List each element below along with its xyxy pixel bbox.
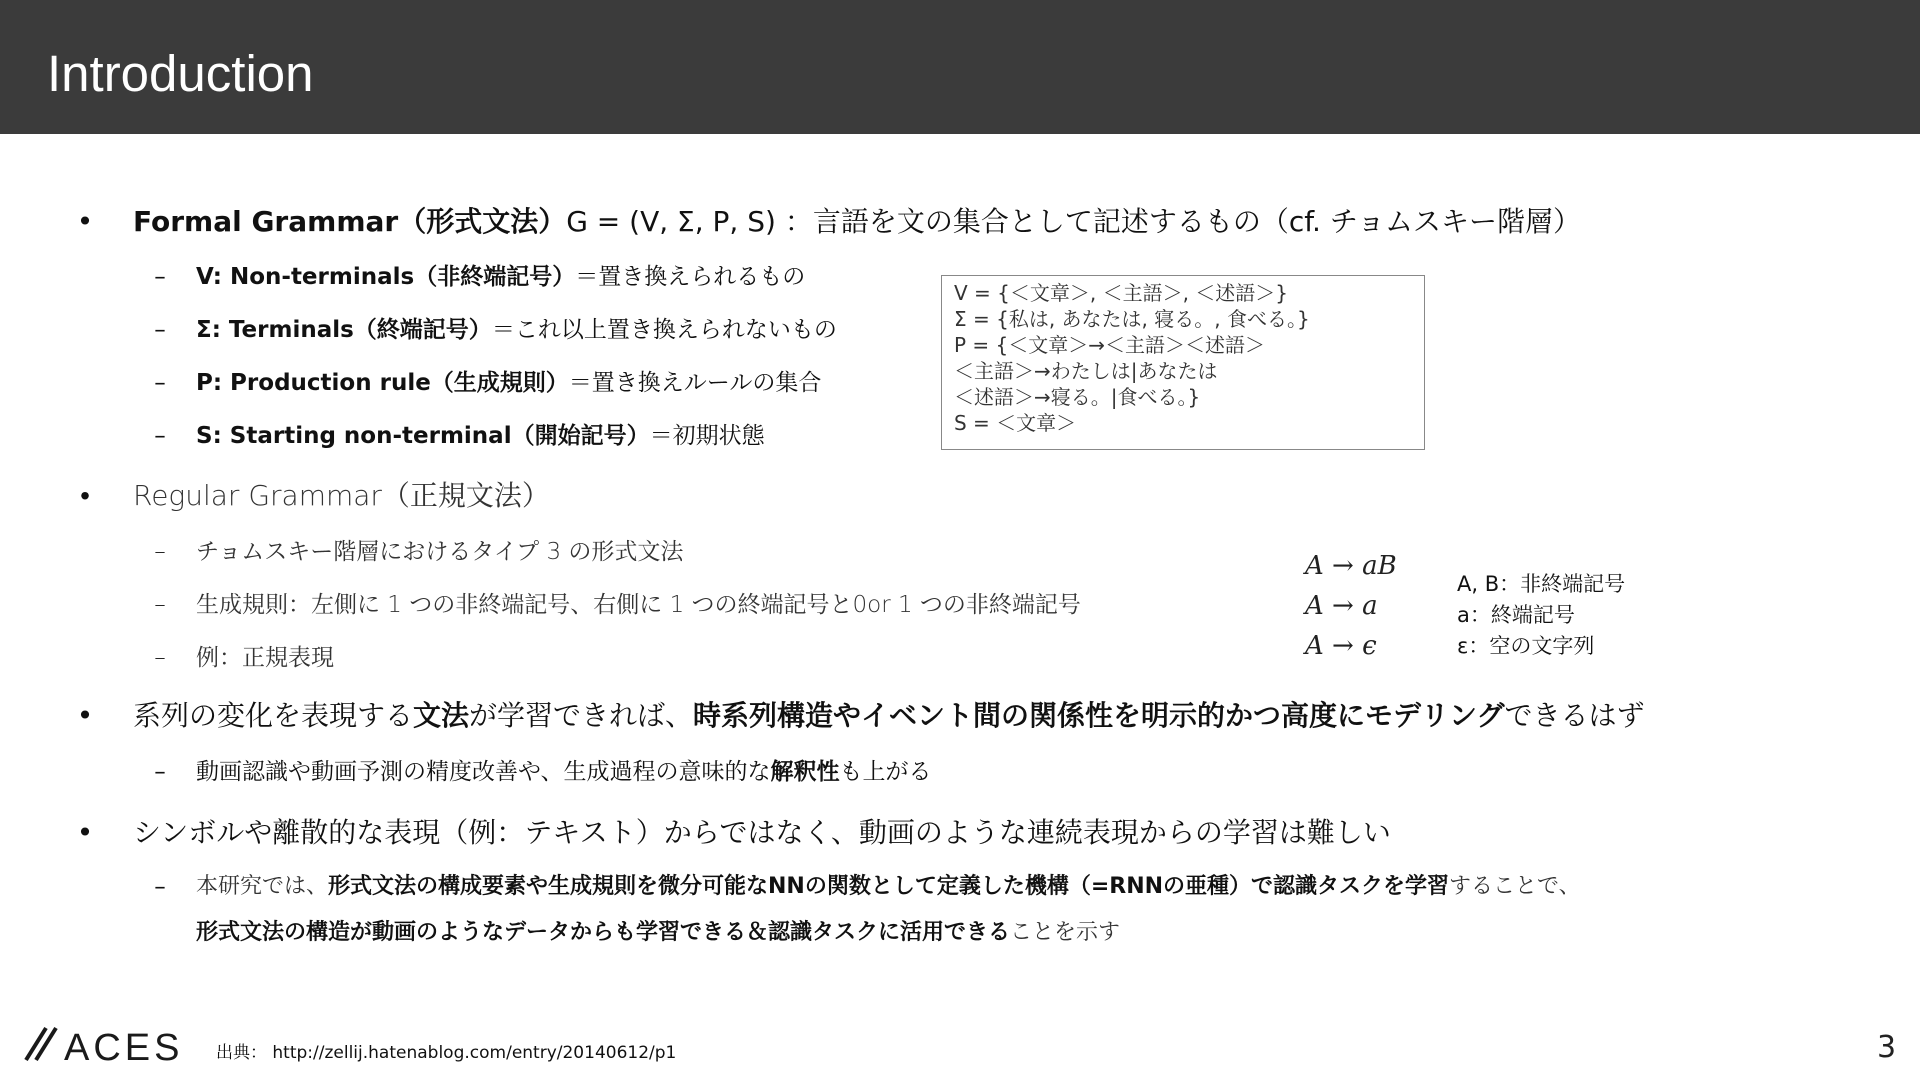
- symbol-sub-emphasis: 形式文法の構造が動画のようなデータからも学習できる＆認識タスクに活用できる: [196, 920, 1011, 945]
- series-sub-text: [196, 759, 932, 787]
- dash-marker: –: [154, 423, 166, 449]
- series-sub-part: 動画認識や動画予測の精度改善や、生成過程の意味的な: [196, 759, 771, 785]
- dash-marker: –: [154, 759, 166, 785]
- regular-item-text: 生成規則：左側に 1 つの非終端記号、右側に 1 つの終端記号と0or 1 つの非終端記号: [196, 592, 1081, 618]
- symbol-sub-part: 本研究では、: [196, 874, 329, 899]
- bullet-marker: •: [76, 699, 94, 732]
- grammar-line: Σ = {私は, あなたは, 寝る。, 食べる。}: [954, 307, 1310, 331]
- grammar-line: S = ＜文章＞: [954, 411, 1077, 435]
- bullet-marker: •: [76, 816, 94, 849]
- regular-item-text: チョムスキー階層におけるタイプ 3 の形式文法: [196, 539, 684, 565]
- series-sub-part: も上がる: [839, 759, 932, 785]
- formal-item-desc: ＝初期状態: [649, 423, 765, 449]
- regular-item-text: 例：正規表現: [196, 645, 334, 671]
- series-sub-emphasis: 解釈性: [770, 759, 840, 785]
- series-emphasis: 文法: [413, 699, 470, 732]
- aces-logo: [20, 1022, 184, 1070]
- bullet-marker: •: [80, 479, 90, 512]
- series-line: [133, 699, 1645, 733]
- formal-item-term: P: Production rule（生成規則）: [196, 370, 569, 396]
- formal-item-text: [196, 264, 805, 292]
- series-text: が学習できれば、: [469, 699, 694, 732]
- production-rule: A → ϵ: [1305, 631, 1377, 661]
- series-text: できるはず: [1504, 699, 1645, 732]
- formal-item-term: S: Starting non-terminal（開始記号）: [196, 423, 650, 449]
- symbol-sub-part: することで、: [1449, 874, 1581, 899]
- page-number: 3: [1877, 1030, 1897, 1065]
- formal-item-term: Σ: Terminals（終端記号）: [196, 317, 492, 343]
- formal-item-text: [196, 317, 837, 345]
- formal-item-text: [196, 423, 765, 451]
- title-bar: [0, 0, 1920, 134]
- formal-item-desc: ＝置き換えられるもの: [575, 264, 806, 290]
- legend-item: a：終端記号: [1457, 603, 1575, 627]
- symbol-sub-part: ことを示す: [1010, 920, 1121, 945]
- dash-marker: –: [154, 645, 166, 671]
- legend-item: A, B：非終端記号: [1457, 572, 1626, 596]
- grammar-line: ＜述語＞→寝る。|食べる。}: [954, 385, 1201, 409]
- grammar-line: V = {＜文章＞, ＜主語＞, ＜述語＞}: [954, 281, 1289, 305]
- series-emphasis: 時系列構造やイベント間の関係性を明示的かつ高度にモデリング: [693, 699, 1505, 732]
- legend-item: ε：空の文字列: [1457, 634, 1595, 658]
- regular-grammar-title: Regular Grammar（正規文法）: [133, 479, 550, 512]
- page-title: Introduction: [47, 45, 314, 102]
- symbol-text: シンボルや離散的な表現（例：テキスト）からではなく、動画のような連続表現からの学習は難しい: [133, 816, 1391, 849]
- formal-grammar-line: [133, 205, 1581, 239]
- symbol-sub-emphasis: 形式文法の構成要素や生成規則を微分可能なNNの関数として定義した機構（=RNNの亜種）で認識タスクを学習: [328, 874, 1450, 899]
- formal-item-desc: ＝置き換えルールの集合: [568, 370, 822, 396]
- grammar-line: ＜主語＞→わたしは|あなたは: [954, 359, 1218, 383]
- symbol-sub-line-2: [196, 920, 1120, 946]
- dash-marker: –: [154, 264, 166, 290]
- dash-marker: –: [154, 874, 166, 900]
- production-rule: A → aB: [1305, 551, 1397, 581]
- symbol-sub-line-1: [196, 874, 1581, 900]
- formal-item-desc: ＝これ以上置き換えられないもの: [491, 317, 837, 343]
- dash-marker: –: [154, 317, 166, 343]
- formal-grammar-definition: G = (V, Σ, P, S) ：言語を文の集合として記述するもの（cf. チョムスキー階層）: [566, 205, 1581, 238]
- bullet-marker: •: [76, 205, 94, 238]
- formal-item-term: V: Non-terminals（非終端記号）: [196, 264, 576, 290]
- grammar-example-box: [941, 275, 1425, 450]
- dash-marker: –: [154, 539, 166, 565]
- formal-grammar-term: Formal Grammar（形式文法）: [133, 205, 567, 238]
- dash-marker: –: [154, 592, 166, 618]
- dash-marker: –: [154, 370, 166, 396]
- source-citation: 出典： http://zellij.hatenablog.com/entry/20140612/p1: [216, 1043, 677, 1063]
- formal-item-text: [196, 370, 821, 398]
- series-text: 系列の変化を表現する: [133, 699, 414, 732]
- production-rules: [1305, 546, 1397, 666]
- production-rule: A → a: [1305, 591, 1378, 621]
- symbol-legend: [1457, 569, 1625, 662]
- logo-text: ACES: [64, 1027, 184, 1069]
- grammar-line: P = {＜文章＞→＜主語＞＜述語＞: [954, 333, 1266, 357]
